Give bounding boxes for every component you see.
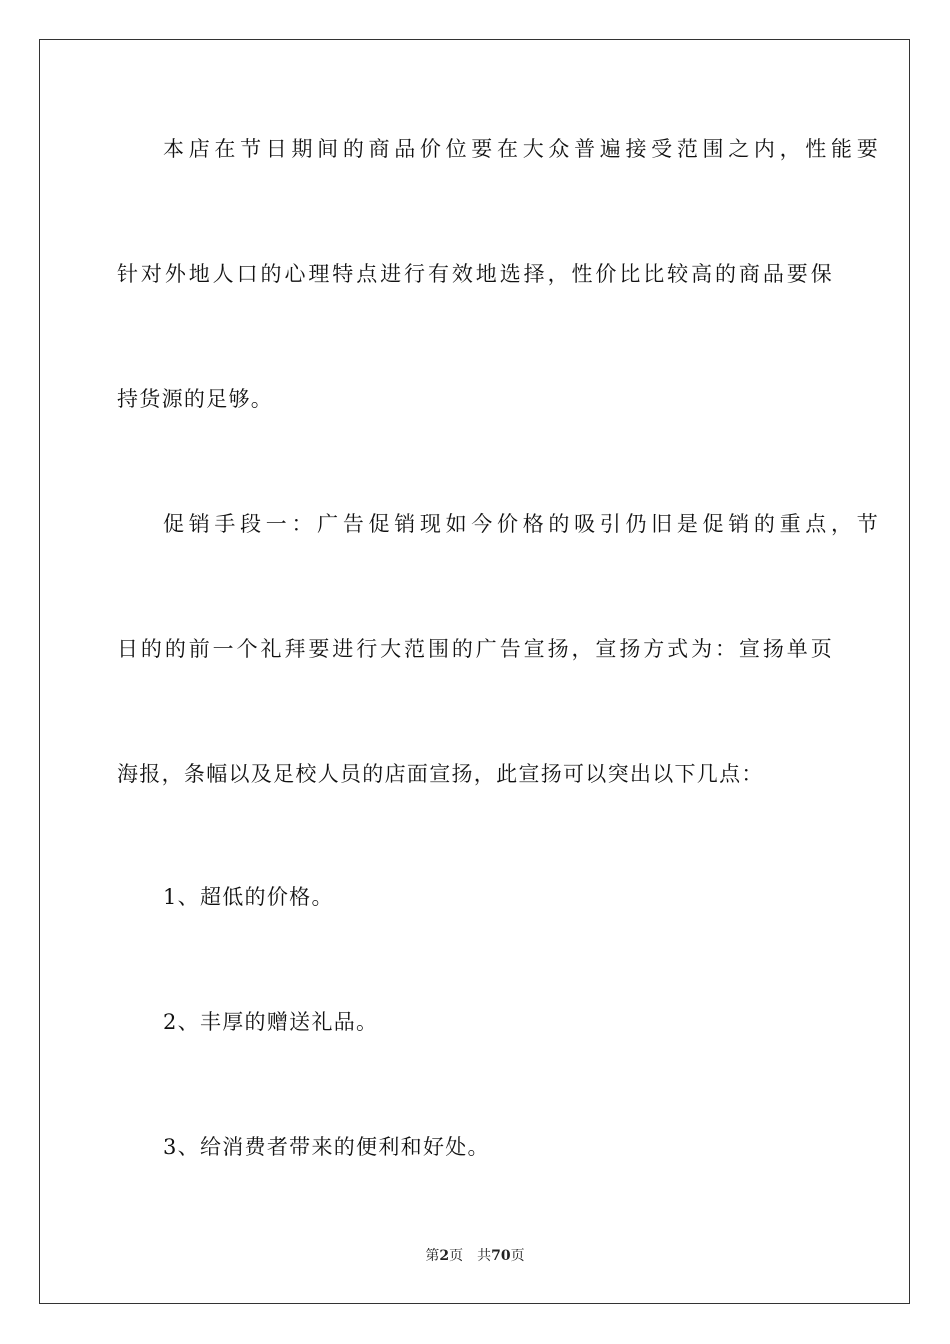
page-number-current: 2 [439,1248,450,1264]
paragraph-line: 促销手段一：广告促销现如今价格的吸引仍旧是促销的重点，节 [163,512,879,536]
paragraph-line: 针对外地人口的心理特点进行有效地选择，性价比比较高的商品要保 [117,262,833,286]
paragraph-line: 海报，条幅以及足校人员的店面宣扬，此宣扬可以突出以下几点： [117,762,764,786]
page-frame [39,39,910,1304]
paragraph-line: 日的的前一个礼拜要进行大范围的广告宣扬，宣扬方式为：宣扬单页 [117,637,833,661]
page-total-prefix: 共 [477,1248,492,1264]
page-total-suffix: 页 [510,1248,525,1264]
paragraph-line: 持货源的足够。 [117,387,274,411]
page-footer [0,1247,950,1265]
list-item: 3、给消费者带来的便利和好处。 [163,1135,490,1159]
page-number-total: 70 [491,1248,511,1264]
list-item: 1、超低的价格。 [163,885,334,909]
page-number-suffix: 页 [449,1248,464,1264]
page-number-prefix: 第 [425,1248,440,1264]
paragraph-line: 本店在节日期间的商品价位要在大众普遍接受范围之内，性能要 [163,137,879,161]
list-item: 2、丰厚的赠送礼品。 [163,1010,379,1034]
